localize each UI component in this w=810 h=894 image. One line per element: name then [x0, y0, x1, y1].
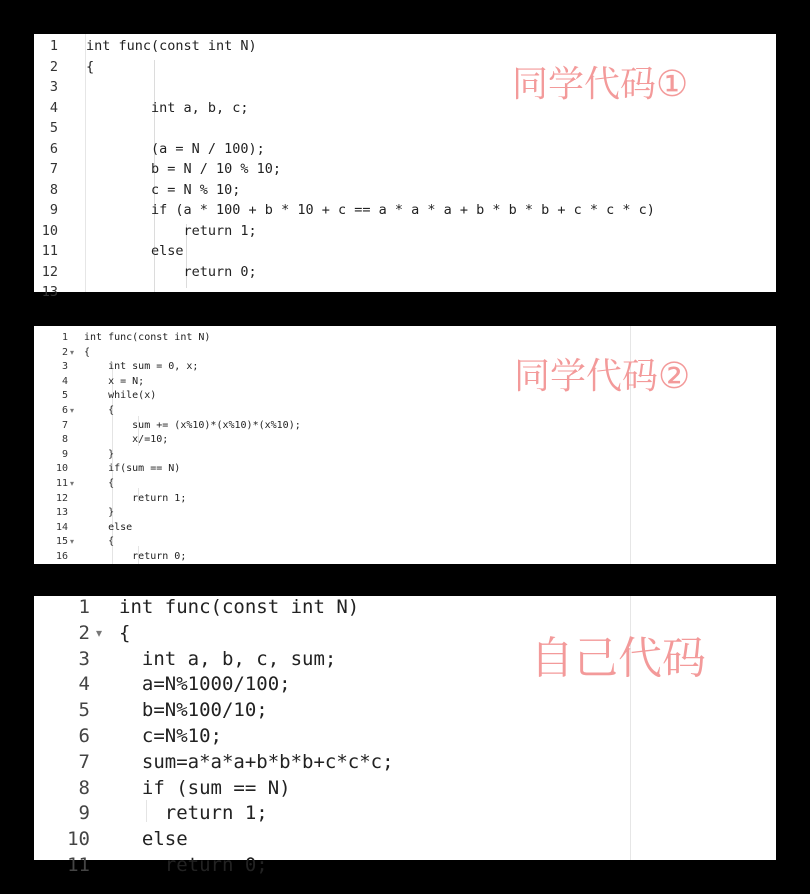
- line-number: 9: [49, 202, 58, 218]
- code-text: else: [86, 243, 184, 259]
- line-number: 6: [49, 140, 58, 157]
- line-number: 2: [49, 58, 58, 75]
- code-text: return 0;: [119, 854, 268, 876]
- line-number: 4: [49, 99, 58, 116]
- line-number: 4: [61, 375, 68, 387]
- code-text: return 0;: [84, 551, 187, 562]
- code-text: int func(const int N): [84, 332, 211, 343]
- panel-label: 自己代码: [530, 633, 706, 684]
- code-text: b = N / 10 % 10;: [86, 161, 282, 177]
- code-text: return 1;: [119, 802, 268, 825]
- fold-toggle-icon[interactable]: ▾: [70, 479, 75, 488]
- line-number: 11: [41, 243, 58, 259]
- code-text: c = N % 10;: [86, 181, 241, 198]
- code-text: while(x): [84, 390, 157, 402]
- line-number: 13: [55, 507, 68, 519]
- code-text: sum += (x%10)*(x%10)*(x%10);: [84, 419, 301, 431]
- code-panel-classmate-1: [34, 34, 776, 300]
- panel-label: 同学代码①: [512, 64, 689, 105]
- line-number: 10: [55, 463, 68, 475]
- code-text: return 1;: [84, 492, 187, 504]
- line-number: 5: [61, 390, 68, 402]
- line-number: 5: [49, 120, 58, 136]
- code-text: x = N;: [84, 375, 145, 387]
- code-text: int func(const int N): [119, 596, 360, 618]
- line-number: 6: [61, 405, 68, 416]
- line-number: 1: [49, 38, 58, 54]
- line-number: 16: [55, 551, 68, 562]
- line-number: 15: [55, 536, 68, 548]
- code-text: (a = N / 100);: [86, 140, 265, 157]
- line-number: 1: [61, 332, 68, 343]
- code-text: if(sum == N): [84, 463, 181, 475]
- panel-label: 同学代码②: [514, 356, 691, 397]
- code-text: c=N%10;: [119, 725, 222, 747]
- line-number: 2: [78, 621, 90, 644]
- line-number: 7: [49, 161, 58, 177]
- line-number: 10: [67, 828, 90, 851]
- code-text: sum=a*a*a+b*b*b+c*c*c;: [119, 750, 394, 773]
- fold-toggle-icon[interactable]: ▾: [70, 537, 75, 547]
- code-text: a=N%1000/100;: [119, 673, 291, 696]
- line-number: 14: [55, 521, 68, 533]
- code-panel-own: [34, 596, 776, 876]
- code-text: else: [119, 828, 188, 851]
- code-text: if (sum == N): [119, 776, 291, 799]
- code-text: x/=10;: [84, 434, 169, 446]
- line-number: 2: [61, 346, 68, 358]
- code-text: return 0;: [86, 263, 257, 280]
- code-text: int func(const int N): [86, 38, 257, 54]
- code-text: b=N%100/10;: [119, 699, 268, 722]
- line-number: 6: [78, 725, 90, 747]
- code-text: {: [86, 58, 95, 75]
- line-number: 9: [78, 802, 90, 825]
- line-number: 11: [55, 478, 68, 489]
- line-number: 12: [41, 263, 58, 280]
- line-number: 3: [61, 361, 68, 373]
- code-text: {: [84, 478, 115, 489]
- line-number: 12: [55, 492, 68, 504]
- code-text: if (a * 100 + b * 10 + c == a * a * a + b * b * b + c * c * c): [86, 202, 655, 218]
- code-text: return 1;: [86, 222, 257, 239]
- line-number: 3: [49, 79, 58, 95]
- line-number: 8: [78, 776, 90, 799]
- line-number: 8: [49, 181, 58, 198]
- line-number: 7: [61, 419, 68, 431]
- code-text: }: [84, 448, 115, 460]
- code-text: int sum = 0, x;: [84, 361, 199, 373]
- code-text: int a, b, c;: [86, 99, 249, 116]
- line-number: 9: [61, 448, 68, 460]
- code-text: {: [84, 346, 91, 358]
- code-text: int a, b, c, sum;: [119, 647, 337, 670]
- line-number: 1: [78, 596, 90, 618]
- line-number: 3: [78, 647, 90, 670]
- line-number: 13: [41, 284, 58, 300]
- line-number: 10: [41, 222, 58, 239]
- code-text: else: [84, 521, 133, 533]
- code-text: {: [84, 405, 115, 416]
- code-text: {: [119, 621, 131, 644]
- line-number: 4: [78, 673, 90, 696]
- code-text: }: [84, 507, 115, 519]
- line-number: 5: [78, 699, 90, 722]
- fold-toggle-icon[interactable]: ▾: [70, 347, 75, 357]
- line-number: 11: [67, 854, 90, 876]
- code-panel-classmate-2: [34, 326, 776, 564]
- code-text: {: [84, 536, 115, 548]
- line-number: 8: [61, 434, 68, 446]
- fold-toggle-icon[interactable]: ▾: [96, 625, 103, 640]
- fold-toggle-icon[interactable]: ▾: [70, 406, 75, 415]
- line-number: 7: [78, 750, 90, 773]
